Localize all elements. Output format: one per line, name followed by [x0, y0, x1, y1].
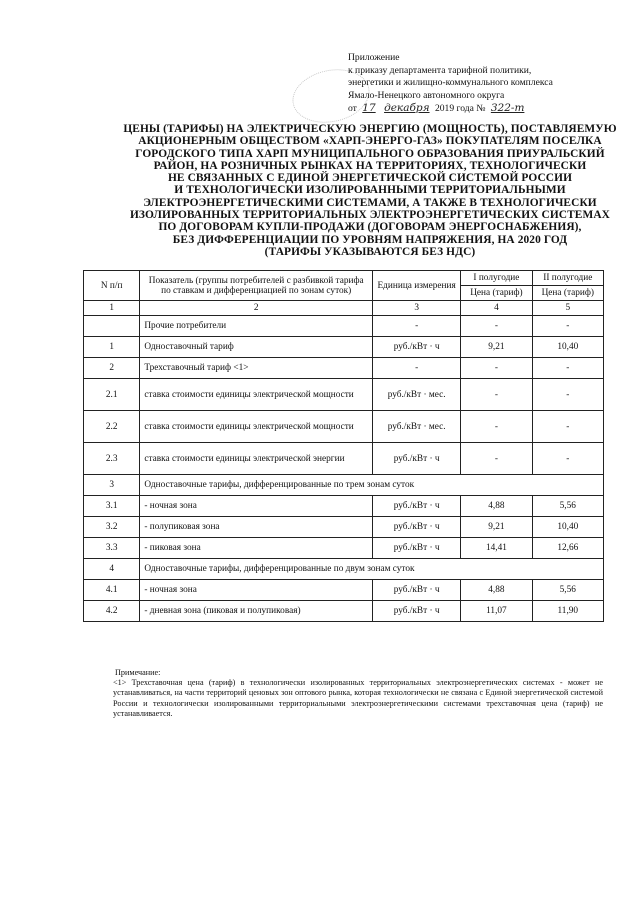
- row-number-cell: 2.3: [84, 443, 140, 475]
- title-line: ЭЛЕКТРОЭНЕРГЕТИЧЕСКИМИ СИСТЕМАМИ, А ТАКЖЕ В ТЕХНОЛОГИЧЕСКИ: [143, 196, 597, 209]
- header-unit: Единица измерения: [373, 271, 461, 301]
- appendix-line-1: Приложение: [348, 52, 400, 63]
- header-num: N п/п: [84, 271, 140, 301]
- table-row: [84, 379, 604, 411]
- row-price-2-cell: -: [532, 411, 603, 443]
- row-price-2-cell: 5,56: [532, 496, 603, 517]
- row-price-1-cell: 9,21: [461, 337, 532, 358]
- table-row: [84, 496, 604, 517]
- header-price-2: Цена (тариф): [532, 286, 603, 301]
- row-number-cell: 4: [84, 559, 140, 580]
- title-line: БЕЗ ДИФФЕРЕНЦИАЦИИ ПО УРОВНЯМ НАПРЯЖЕНИЯ, НА 2020 ГОД: [172, 233, 568, 246]
- col-number-2: 2: [140, 301, 373, 316]
- row-number-cell: 2.2: [84, 411, 140, 443]
- row-unit-cell: руб./кВт · ч: [373, 443, 461, 475]
- appendix-line-3: энергетики и жилищно-коммунального комплекса: [348, 77, 553, 89]
- header-indicator: Показатель (группы потребителей с разбивкой тарифа по ставкам и дифференциацией по зонам суток): [140, 271, 373, 301]
- table-row: [84, 601, 604, 622]
- row-price-1-cell: -: [461, 316, 532, 337]
- row-number-cell: 1: [84, 337, 140, 358]
- header-price-1: Цена (тариф): [461, 286, 532, 301]
- row-indicator-cell: ставка стоимости единицы электрической мощности: [140, 379, 373, 411]
- table-row: [84, 411, 604, 443]
- row-price-1-cell: -: [461, 443, 532, 475]
- row-indicator-cell: - дневная зона (пиковая и полупиковая): [140, 601, 373, 622]
- appendix-date-line: [348, 102, 628, 116]
- row-price-1-cell: 11,07: [461, 601, 532, 622]
- row-price-2-cell: 5,56: [532, 580, 603, 601]
- row-indicator-cell: - полупиковая зона: [140, 517, 373, 538]
- title-line: НЕ СВЯЗАННЫХ С ЕДИНОЙ ЭНЕРГЕТИЧЕСКОЙ СИСТЕМОЙ РОССИИ: [167, 172, 573, 185]
- row-indicator-cell: ставка стоимости единицы электрической энергии: [140, 443, 373, 475]
- table-row: [84, 316, 604, 337]
- row-price-2-cell: 12,66: [532, 538, 603, 559]
- row-price-1-cell: -: [461, 379, 532, 411]
- table-row: [84, 337, 604, 358]
- row-unit-cell: руб./кВт · ч: [373, 601, 461, 622]
- title-line: И ТЕХНОЛОГИЧЕСКИ ИЗОЛИРОВАННЫМИ ТЕРРИТОРИАЛЬНЫМИ: [174, 184, 566, 197]
- row-number-cell: 3.3: [84, 538, 140, 559]
- row-number-cell: 2.1: [84, 379, 140, 411]
- column-number-row: [84, 301, 604, 316]
- title-line: РАЙОН, НА РОЗНИЧНЫХ РЫНКАХ НА ТЕРРИТОРИЯХ, ТЕХНОЛОГИЧЕСКИ: [153, 159, 587, 172]
- footnote-heading: Примечание:: [115, 668, 161, 677]
- title-line: ГОРОДСКОГО ТИПА ХАРП МУНИЦИПАЛЬНОГО ОБРАЗОВАНИЯ ПРИУРАЛЬСКИЙ: [135, 147, 605, 160]
- row-number-cell: 4.2: [84, 601, 140, 622]
- title-line: ИЗОЛИРОВАННЫХ ТЕРРИТОРИАЛЬНЫХ ЭЛЕКТРОЭНЕРГЕТИЧЕСКИХ СИСТЕМАХ: [129, 209, 611, 222]
- row-price-1-cell: 4,88: [461, 580, 532, 601]
- date-year: 2019 года №: [434, 103, 486, 115]
- row-number-cell: [84, 316, 140, 337]
- appendix-line-2: к приказу департамента тарифной политики,: [348, 64, 532, 76]
- title-line: АКЦИОНЕРНЫМ ОБЩЕСТВОМ «ХАРП-ЭНЕРГО-ГАЗ» ПОКУПАТЕЛЯМ ПОСЕЛКА: [138, 135, 602, 148]
- header-period-1: I полугодие: [461, 271, 532, 286]
- table-row: [84, 358, 604, 379]
- document-title: [110, 123, 630, 258]
- row-indicator-cell: - пиковая зона: [140, 538, 373, 559]
- row-unit-cell: руб./кВт · ч: [373, 517, 461, 538]
- row-price-1-cell: 9,21: [461, 517, 532, 538]
- handwritten-day: 17: [362, 102, 376, 115]
- row-indicator-cell: Одноставочный тариф: [140, 337, 373, 358]
- table-row: [84, 517, 604, 538]
- row-unit-cell: руб./кВт · мес.: [373, 379, 461, 411]
- row-indicator-cell: Прочие потребители: [140, 316, 373, 337]
- appendix-line-4: Ямало-Ненецкого автономного округа: [348, 89, 505, 101]
- table-row: [84, 580, 604, 601]
- footnote-text: <1> Трехставочная цена (тариф) в технологически изолированных территориальных электроэнергетических системах - может не устанавливаться, на части территорий ценовых зон оптового рынка, которая технологически не связана с Единой энергетической системой России и технологически изолированными территориальными электроэнергетическими системами трехставочная цена (тариф) не устанавливается.: [113, 678, 603, 718]
- row-number-cell: 4.1: [84, 580, 140, 601]
- row-price-1-cell: -: [461, 411, 532, 443]
- row-price-2-cell: -: [532, 358, 603, 379]
- row-group-cell: Одноставочные тарифы, дифференцированные по трем зонам суток: [140, 475, 604, 496]
- row-unit-cell: руб./кВт · ч: [373, 580, 461, 601]
- tariff-table: [83, 270, 604, 622]
- row-price-2-cell: -: [532, 316, 603, 337]
- row-unit-cell: руб./кВт · ч: [373, 538, 461, 559]
- date-prefix: от: [348, 103, 357, 115]
- title-line: (ТАРИФЫ УКАЗЫВАЮТСЯ БЕЗ НДС): [264, 245, 476, 258]
- table-row: [84, 538, 604, 559]
- footnote: [113, 668, 603, 719]
- col-number-1: 1: [84, 301, 140, 316]
- row-price-2-cell: 10,40: [532, 337, 603, 358]
- handwritten-month: декабря: [384, 102, 430, 115]
- row-number-cell: 3.1: [84, 496, 140, 517]
- row-number-cell: 3.2: [84, 517, 140, 538]
- table-row: [84, 475, 604, 496]
- row-indicator-cell: Трехставочный тариф <1>: [140, 358, 373, 379]
- header-period-2: II полугодие: [532, 271, 603, 286]
- row-group-cell: Одноставочные тарифы, дифференцированные по двум зонам суток: [140, 559, 604, 580]
- col-number-3: 3: [373, 301, 461, 316]
- col-number-5: 5: [532, 301, 603, 316]
- row-unit-cell: руб./кВт · мес.: [373, 411, 461, 443]
- row-indicator-cell: - ночная зона: [140, 580, 373, 601]
- row-unit-cell: руб./кВт · ч: [373, 496, 461, 517]
- row-price-2-cell: 10,40: [532, 517, 603, 538]
- appendix-header: [348, 52, 628, 116]
- row-number-cell: 3: [84, 475, 140, 496]
- title-line: ПО ДОГОВОРАМ КУПЛИ-ПРОДАЖИ (ДОГОВОРАМ ЭНЕРГОСНАБЖЕНИЯ),: [158, 221, 582, 234]
- table-row: [84, 559, 604, 580]
- handwritten-doc-number: 322-т: [490, 102, 525, 115]
- row-indicator-cell: - ночная зона: [140, 496, 373, 517]
- col-number-4: 4: [461, 301, 532, 316]
- row-price-1-cell: 14,41: [461, 538, 532, 559]
- row-price-1-cell: -: [461, 358, 532, 379]
- table-header-row: [84, 271, 604, 286]
- row-price-2-cell: -: [532, 379, 603, 411]
- row-number-cell: 2: [84, 358, 140, 379]
- row-indicator-cell: ставка стоимости единицы электрической мощности: [140, 411, 373, 443]
- row-unit-cell: -: [373, 316, 461, 337]
- row-price-2-cell: 11,90: [532, 601, 603, 622]
- row-price-1-cell: 4,88: [461, 496, 532, 517]
- row-price-2-cell: -: [532, 443, 603, 475]
- table-row: [84, 443, 604, 475]
- row-unit-cell: -: [373, 358, 461, 379]
- row-unit-cell: руб./кВт · ч: [373, 337, 461, 358]
- title-line: ЦЕНЫ (ТАРИФЫ) НА ЭЛЕКТРИЧЕСКУЮ ЭНЕРГИЮ (МОЩНОСТЬ), ПОСТАВЛЯЕМУЮ: [123, 123, 617, 135]
